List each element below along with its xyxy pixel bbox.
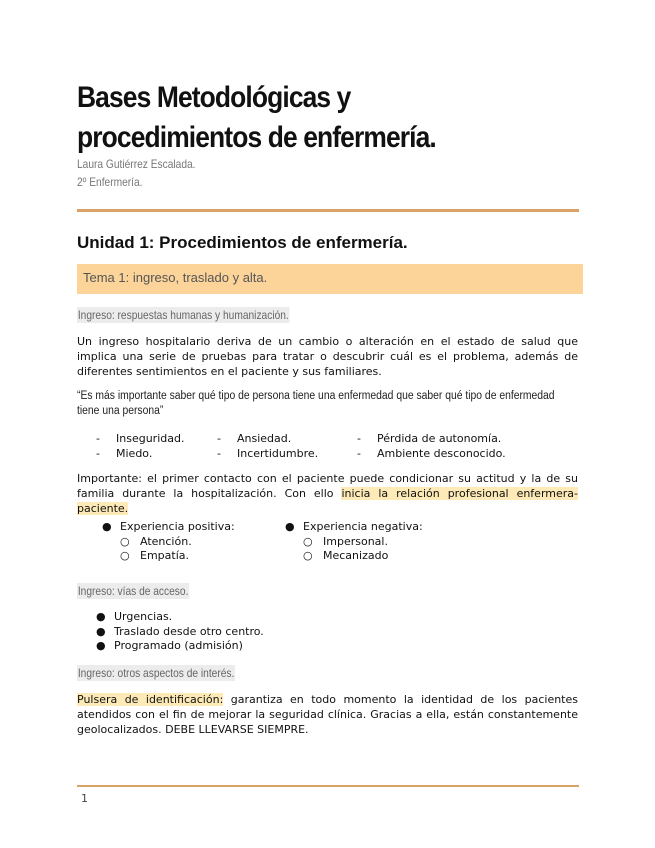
highlighted-text: inicia la relación profesional enfermera-paciente.: [77, 487, 578, 515]
paragraph-pulsera: Pulsera de identificación: garantiza en todo momento la identidad de los pacientes atendidos con el fin de mejorar la seguridad clínica. Gracias a ella, están constantemente geolocalizados. DEBE LLEVARSE SIEMPRE.: [77, 693, 578, 736]
paragraph-ingreso: Un ingreso hospitalario deriva de un cambio o alteración en el estado de salud que implica una serie de pruebas para tratar o descubrir cuál es el problema, además de diferentes sentimientos en el paciente y sus familiares.: [77, 335, 578, 378]
list-item: ○ Empatía.: [120, 549, 189, 562]
footer-divider: [77, 785, 579, 787]
experience-negative-list: ● Experiencia negativa: ○ Impersonal. ○ Mecanizado: [285, 520, 455, 564]
author-block: [77, 155, 195, 191]
feelings-list-col1: [96, 431, 216, 461]
page-number: 1: [81, 792, 88, 805]
list-item: ○ Mecanizado: [303, 549, 389, 562]
tema-banner: [77, 264, 583, 294]
document-title: Bases Metodológicas y procedimientos de enfermería.: [77, 81, 436, 154]
section-heading-otros: Ingreso: otros aspectos de interés.: [77, 666, 235, 680]
list-item: ● Traslado desde otro centro.: [96, 624, 264, 638]
highlighted-text: Pulsera de identificación:: [77, 693, 224, 706]
list-item: ● Urgencias.: [96, 610, 173, 623]
experience-positive-list: ● Experiencia positiva: ○ Atención. ○ Empatía.: [102, 520, 272, 564]
list-item: ○ Impersonal.: [303, 534, 388, 548]
quote: “Es más importante saber qué tipo de persona tiene una enfermedad que saber qué tipo de enfermedad tiene una persona”: [77, 390, 555, 417]
list-item: - Incertidumbre.: [217, 447, 319, 460]
paragraph-importante: Importante: el primer contacto con el paciente puede condicionar su actitud y la de su familia durante la hospitalización. Con ello inicia la relación profesional enfermera-paciente.: [77, 472, 578, 515]
list-heading: Experiencia positiva:: [120, 520, 235, 533]
list-item: - Ambiente desconocido.: [357, 447, 506, 460]
list-item: - Pérdida de autonomía.: [357, 432, 502, 445]
list-item: - Miedo.: [96, 447, 153, 460]
section-heading-respuestas: Ingreso: respuestas humanas y humanización.: [77, 308, 289, 322]
author-name: Laura Gutiérrez Escalada.: [77, 157, 196, 171]
list-heading: Experiencia negativa:: [303, 520, 423, 533]
list-item: - Inseguridad.: [96, 432, 185, 445]
feelings-list-col2: [217, 431, 357, 461]
unit-heading: Unidad 1: Procedimientos de enfermería.: [77, 233, 408, 252]
feelings-list-col3: [357, 431, 557, 461]
list-item: ● Programado (admisión): [96, 639, 243, 652]
access-routes-list: [96, 610, 346, 654]
course-name: 2º Enfermería.: [77, 175, 143, 189]
tema-label: Tema 1: ingreso, traslado y alta.: [83, 270, 268, 285]
section-heading-vias: Ingreso: vías de acceso.: [77, 584, 189, 598]
list-item: ○ Atención.: [120, 534, 192, 548]
list-item: - Ansiedad.: [217, 432, 292, 445]
header-divider: [77, 209, 579, 212]
